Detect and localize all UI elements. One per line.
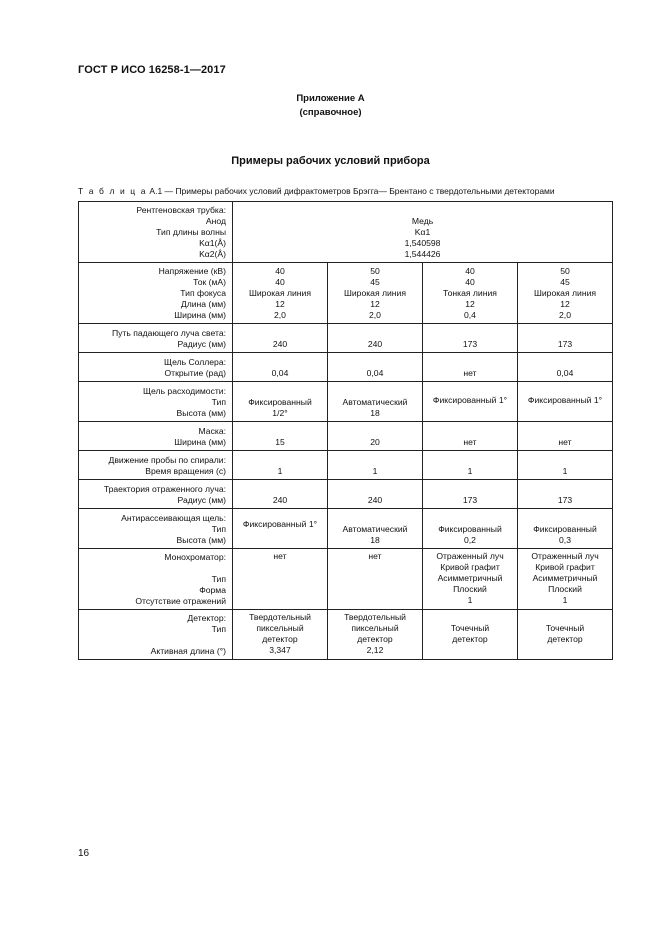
table-cell: Медь Kα1 1,540598 1,544426 [233,202,613,263]
table-cell: Твердотельный пиксельный детектор 3,347 [233,610,328,660]
table-cell: 40 40 Тонкая линия 12 0,4 [423,263,518,324]
table-row [79,353,613,382]
table-cell: 50 45 Широкая линия 12 2,0 [518,263,613,324]
table-cell: 1 [328,451,423,480]
conditions-table [78,201,613,660]
table-cell: 0,04 [233,353,328,382]
row-label: Детектор: Тип Активная длина (°) [79,610,233,660]
table-cell: нет [328,549,423,610]
table-row [79,263,613,324]
table-cell: 240 [233,324,328,353]
table-cell: Отраженный луч Кривой графит Асимметричный Плоский 1 [423,549,518,610]
table-cell: 173 [423,480,518,509]
table-cell: Фиксированный 1° [518,382,613,422]
table-row [79,324,613,353]
row-label: Маска: Ширина (мм) [79,422,233,451]
row-label: Рентгеновская трубка: Анод Тип длины волны Kα1(Å) Kα2(Å) [79,202,233,263]
table-cell: 20 [328,422,423,451]
table-cell: 173 [423,324,518,353]
table-cell: 40 40 Широкая линия 12 2,0 [233,263,328,324]
table-caption [78,186,555,196]
table-cell: 173 [518,480,613,509]
table-cell: нет [518,422,613,451]
table-caption-text: А.1 — Примеры рабочих условий дифрактометров Брэгга— Брентано с твердотельными детекторами [147,186,555,196]
table-row [79,610,613,660]
table-cell: 240 [233,480,328,509]
table-cell: 1 [518,451,613,480]
table-cell: нет [423,422,518,451]
table-cell: Точечный детектор [518,610,613,660]
table-cell: 240 [328,480,423,509]
annex-title: Приложение А [296,93,365,104]
row-label: Траектория отраженного луча: Радиус (мм) [79,480,233,509]
table-cell: Фиксированный 1/2° [233,382,328,422]
table-cell: Автоматический 18 [328,382,423,422]
table-cell: Автоматический 18 [328,509,423,549]
table-cell: Фиксированный 0,3 [518,509,613,549]
table-cell: 15 [233,422,328,451]
table-row [79,422,613,451]
table-cell: нет [233,549,328,610]
table-cell: Точечный детектор [423,610,518,660]
table-row [79,382,613,422]
row-label: Антирассеивающая щель: Тип Высота (мм) [79,509,233,549]
table-row [79,451,613,480]
table-cell: 1 [423,451,518,480]
table-row [79,509,613,549]
table-row [79,202,613,263]
row-label: Щель расходимости: Тип Высота (мм) [79,382,233,422]
table-cell: 240 [328,324,423,353]
table-cell: нет [423,353,518,382]
row-label: Движение пробы по спирали: Время вращения (с) [79,451,233,480]
table-caption-prefix: Т а б л и ц а [78,186,148,196]
table-cell: Твердотельный пиксельный детектор 2,12 [328,610,423,660]
row-label: Путь падающего луча света: Радиус (мм) [79,324,233,353]
row-label: Щель Соллера: Открытие (рад) [79,353,233,382]
row-label: Напряжение (кВ) Ток (мА) Тип фокуса Длина (мм) Ширина (мм) [79,263,233,324]
page-number: 16 [78,848,90,859]
table-cell: 1 [233,451,328,480]
table-cell: 0,04 [328,353,423,382]
table-cell: Отраженный луч Кривой графит Асимметричный Плоский 1 [518,549,613,610]
annex-note: (справочное) [299,107,362,118]
table-cell: 50 45 Широкая линия 12 2,0 [328,263,423,324]
table-row [79,549,613,610]
table-cell: 173 [518,324,613,353]
document-header: ГОСТ Р ИСО 16258-1—2017 [78,64,226,76]
table-cell: 0,04 [518,353,613,382]
section-title: Примеры рабочих условий прибора [231,155,430,167]
table-cell: Фиксированный 1° [423,382,518,422]
table-row [79,480,613,509]
row-label: Монохроматор: Тип Форма Отсутствие отражений [79,549,233,610]
table-cell: Фиксированный 0,2 [423,509,518,549]
table-cell: Фиксированный 1° [233,509,328,549]
